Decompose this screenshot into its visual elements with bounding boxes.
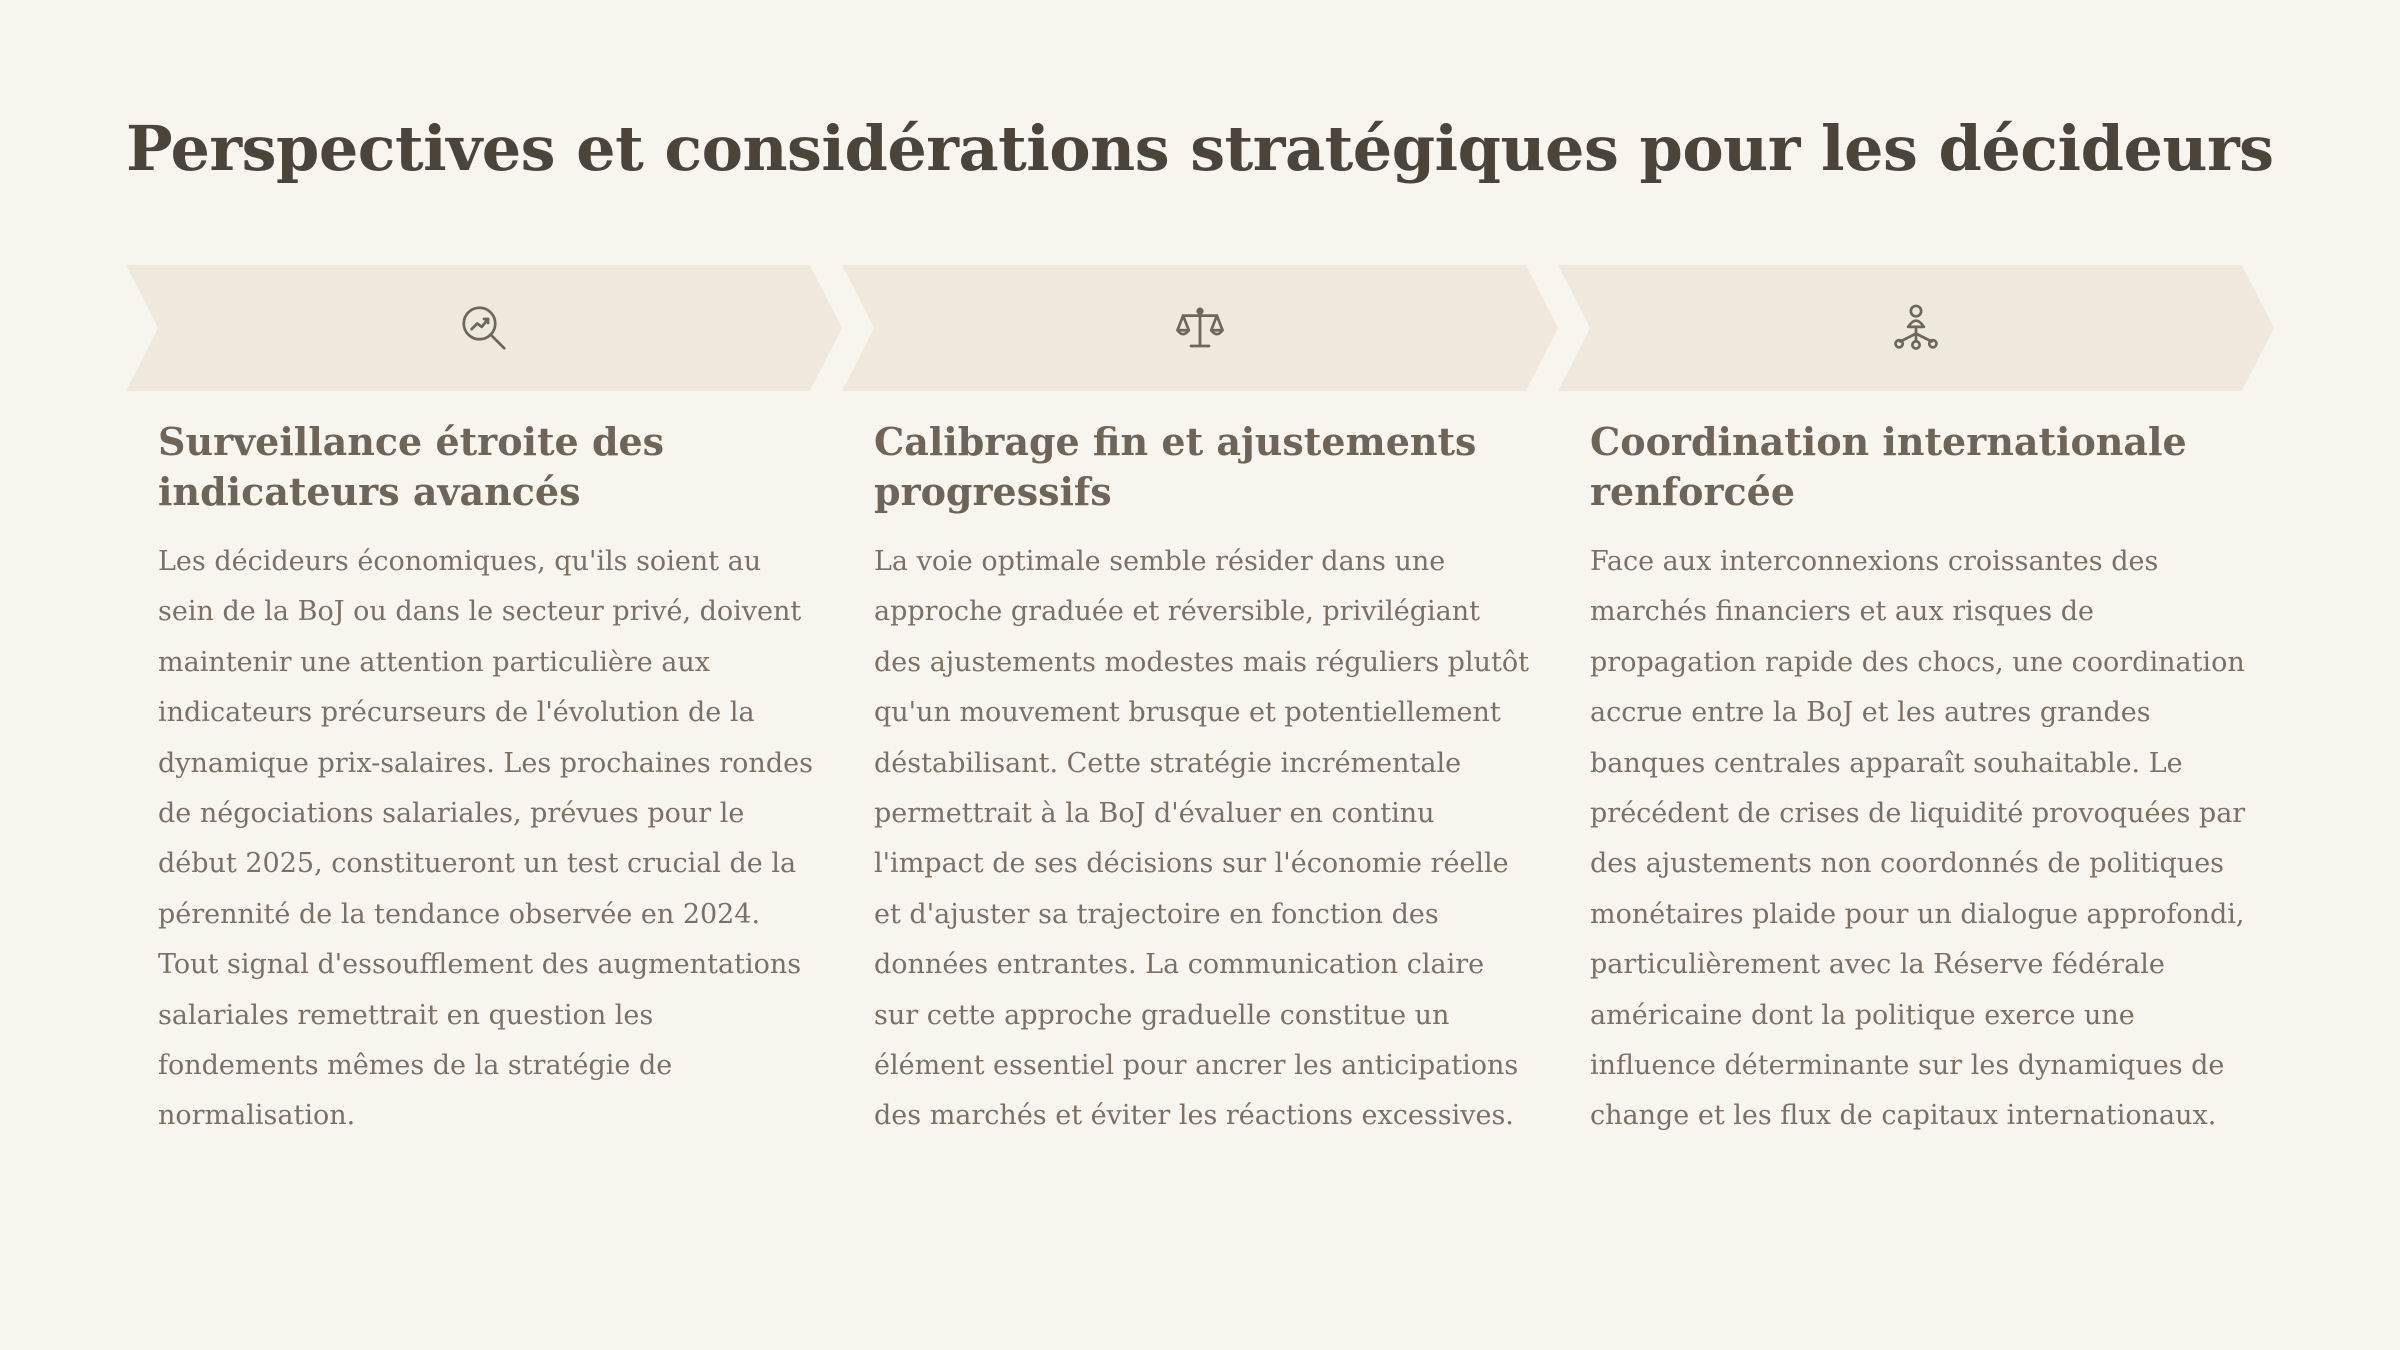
columns xyxy=(126,265,2274,1225)
chevron-header xyxy=(842,265,1558,391)
column-body: Les décideurs économiques, qu'ils soient au sein de la BoJ ou dans le secteur privé, doivent maintenir une attention particulière aux indicateurs précurseurs de l'évolution de la dynamique prix-salaires. Les prochaines rondes de négociations salariales, prévues pour le début 2025, constitueront un test crucial de la pérennité de la tendance observée en 2024. Tout signal d'essoufflement des augmentations salariales remettrait en question les fondements mêmes de la stratégie de normalisation. xyxy=(158,546,813,1132)
column-heading: Calibrage fin et ajustements progressifs xyxy=(874,419,1477,514)
balance-scale-icon xyxy=(1173,301,1227,355)
column-monitoring xyxy=(126,265,842,1225)
column-coordination xyxy=(1558,265,2274,1225)
column-body: Face aux interconnexions croissantes des marchés financiers et aux risques de propagation rapide des chocs, une coordination accrue entre la BoJ et les autres grandes banques centrales apparaît souhaitable. Le précédent de crises de liquidité provoquées par des ajustements non coordonnés de politiques monétaires plaide pour un dialogue approfondi, particulièrement avec la Réserve fédérale américaine dont la politique exerce une influence déterminante sur les dynamiques de change et les flux de capitaux internationaux. xyxy=(1590,546,2246,1132)
network-person-icon xyxy=(1889,301,1943,355)
column-calibration xyxy=(842,265,1558,1225)
chevron-header xyxy=(1558,265,2274,391)
column-heading: Surveillance étroite des indicateurs avancés xyxy=(158,419,665,514)
chart-magnifier-icon xyxy=(457,301,511,355)
column-heading: Coordination internationale renforcée xyxy=(1590,419,2187,514)
slide-title: Perspectives et considérations stratégiques pour les décideurs xyxy=(126,112,2274,185)
column-body: La voie optimale semble résider dans une approche graduée et réversible, privilégiant des ajustements modestes mais réguliers plutôt qu'un mouvement brusque et potentiellement déstabilisant. Cette stratégie incrémentale permettrait à la BoJ d'évaluer en continu l'impact de ses décisions sur l'économie réelle et d'ajuster sa trajectoire en fonction des données entrantes. La communication claire sur cette approche graduelle constitue un élément essentiel pour ancrer les anticipations des marchés et éviter les réactions excessives. xyxy=(874,546,1529,1132)
chevron-header xyxy=(126,265,842,391)
